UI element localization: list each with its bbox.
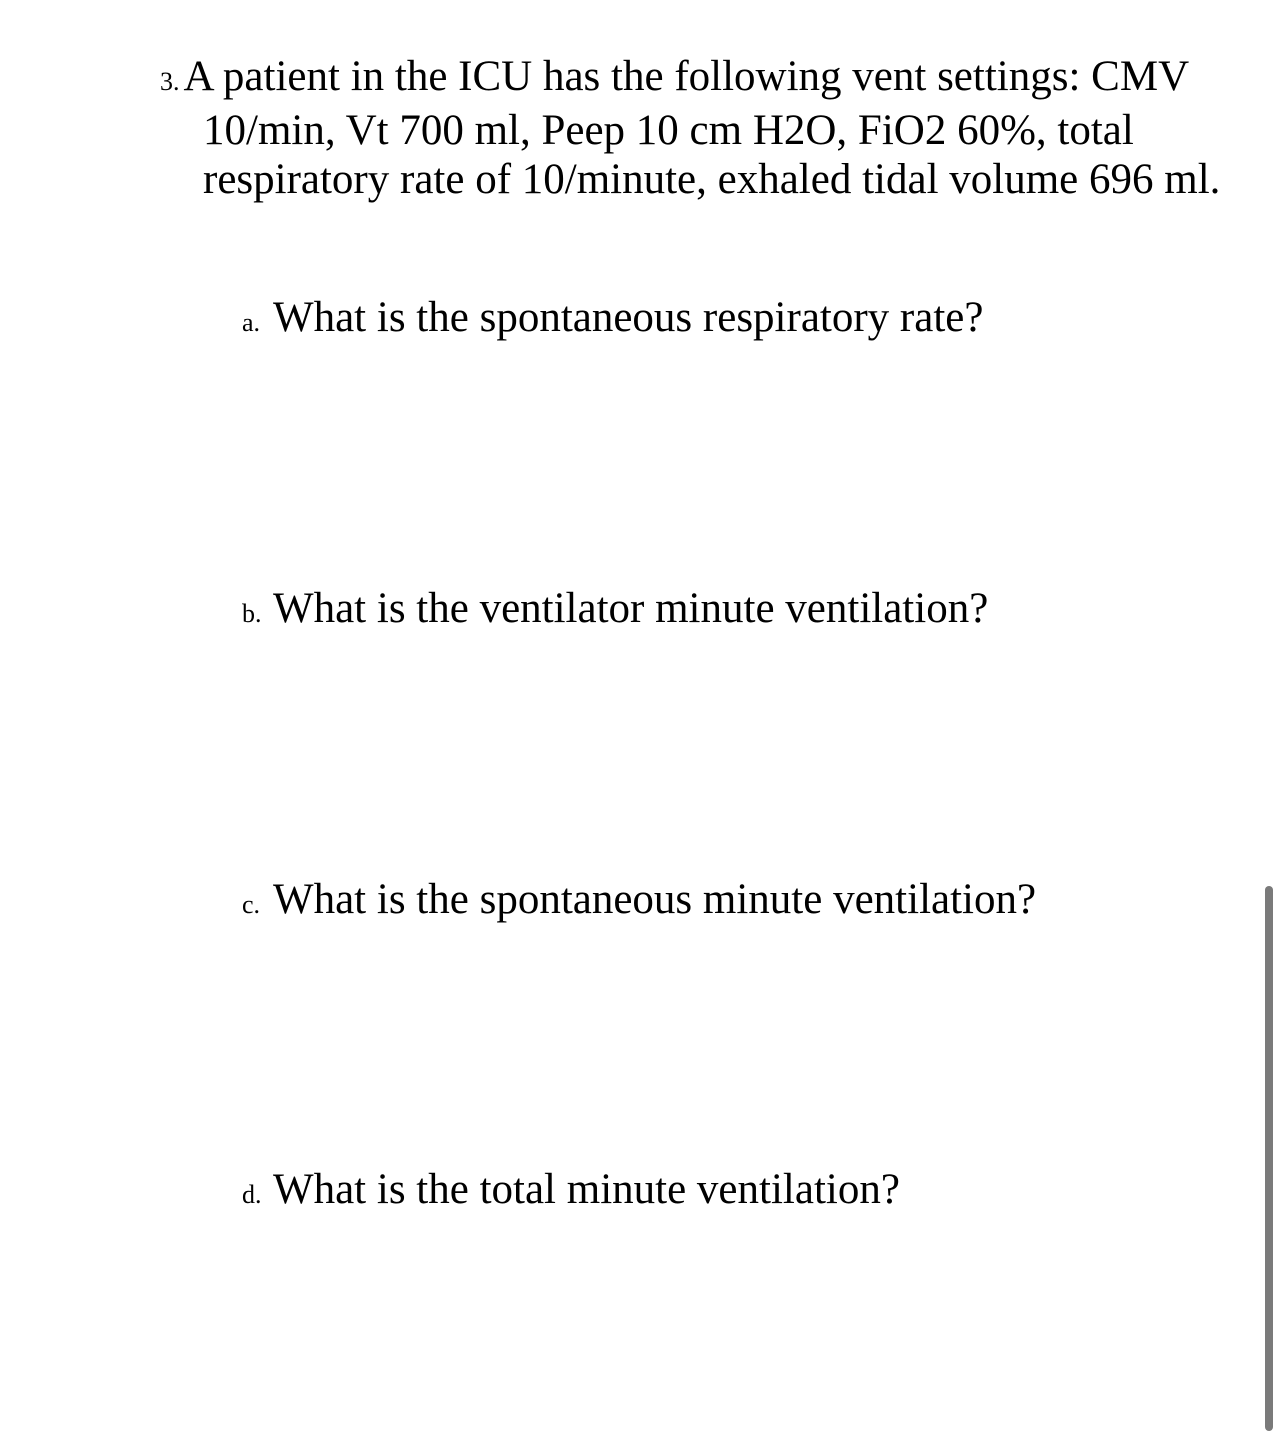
subquestion-c-label: c.: [242, 890, 261, 919]
question-text-line-1: A patient in the ICU has the following vent settings: CMV: [183, 53, 1190, 100]
subquestion-c-text: What is the spontaneous minute ventilation?: [273, 876, 1037, 923]
subquestion-a-text: What is the spontaneous respiratory rate?: [273, 294, 984, 341]
question-3: [160, 52, 1220, 204]
subquestion-d-text: What is the total minute ventilation?: [273, 1166, 900, 1213]
question-line-1: [160, 52, 1220, 106]
subquestion-d-label: d.: [242, 1180, 262, 1209]
subquestion-d: [242, 1165, 900, 1219]
question-number: 3.: [160, 67, 180, 96]
subquestion-b-label: b.: [242, 599, 262, 628]
vertical-scrollbar[interactable]: [1265, 886, 1273, 1431]
subquestion-a: [242, 293, 983, 347]
subquestion-a-label: a.: [242, 308, 261, 337]
subquestion-b: [242, 584, 988, 638]
question-text-line-3: respiratory rate of 10/minute, exhaled tidal volume 696 ml.: [203, 156, 1221, 203]
question-text-line-2: 10/min, Vt 700 ml, Peep 10 cm H2O, FiO2 60%, total: [203, 107, 1134, 154]
subquestion-b-text: What is the ventilator minute ventilation?: [273, 585, 989, 632]
subquestion-c: [242, 875, 1036, 929]
